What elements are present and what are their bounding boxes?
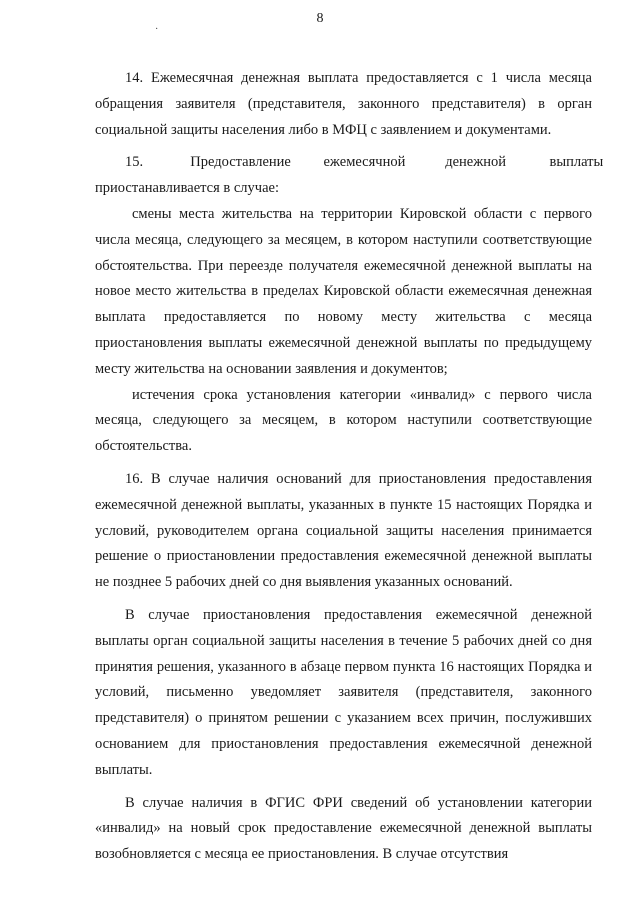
paragraph-14: 14. Ежемесячная денежная выплата предоставляется с 1 числа месяца обращения заявителя (представителя, законного представителя) в орган социальной защиты населения либо в МФЦ с заявлением и документами.: [95, 70, 592, 138]
paragraph-15: 15. Предоставление ежемесячной денежной выплаты приостанавливается в случае:: [95, 154, 604, 197]
paragraph-16-renewal: В случае наличия в ФГИС ФРИ сведений об установлении категории «инвалид» на новый срок предоставление ежемесячной денежной выплаты возобновляется с месяца ее приостановления. В случае отсутствия: [95, 794, 592, 863]
paragraph-15-item-1: смены места жительства на территории Кировской области с первого числа месяца, следующего за месяцем, в котором наступили соответствующие обстоятельства. При переезде получателя ежемесячной денежной выплаты на новое место жительства в пределах Кировской области ежемесячная денежная выплата предоставляется по новому месту жительства с месяца приостановления выплаты ежемесячной денежной выплаты по предыдущему месту жительства на основании заявления и документов;: [95, 205, 592, 377]
paragraph-16-notice: В случае приостановления предоставления ежемесячной денежной выплаты орган социальной защиты населения в течение 5 рабочих дней со дня принятия решения, указанного в абзаце первом пункта 16 настоящих Порядка и условий, письменно уведомляет заявителя (представителя, законного представителя) о принятом решении с указанием всех причин, послуживших основанием для приостановления предоставления ежемесячной денежной выплаты.: [95, 606, 592, 778]
paragraph-16: 16. В случае наличия оснований для приостановления предоставления ежемесячной денежной выплаты, указанных в пункте 15 настоящих Порядка и условий, руководителем органа социальной защиты населения принимается решение о приостановлении предоставления ежемесячной денежной выплаты не позднее 5 рабочих дней со дня выявления указанных оснований.: [95, 470, 592, 591]
paragraph-15-item-2: истечения срока установления категории «инвалид» с первого числа месяца, следующего за месяцем, в котором наступили соответствующие обстоятельства.: [95, 386, 592, 455]
page-number: 8: [316, 11, 324, 26]
document-body: [95, 66, 604, 868]
scan-artifact-mark: ·: [155, 24, 159, 35]
